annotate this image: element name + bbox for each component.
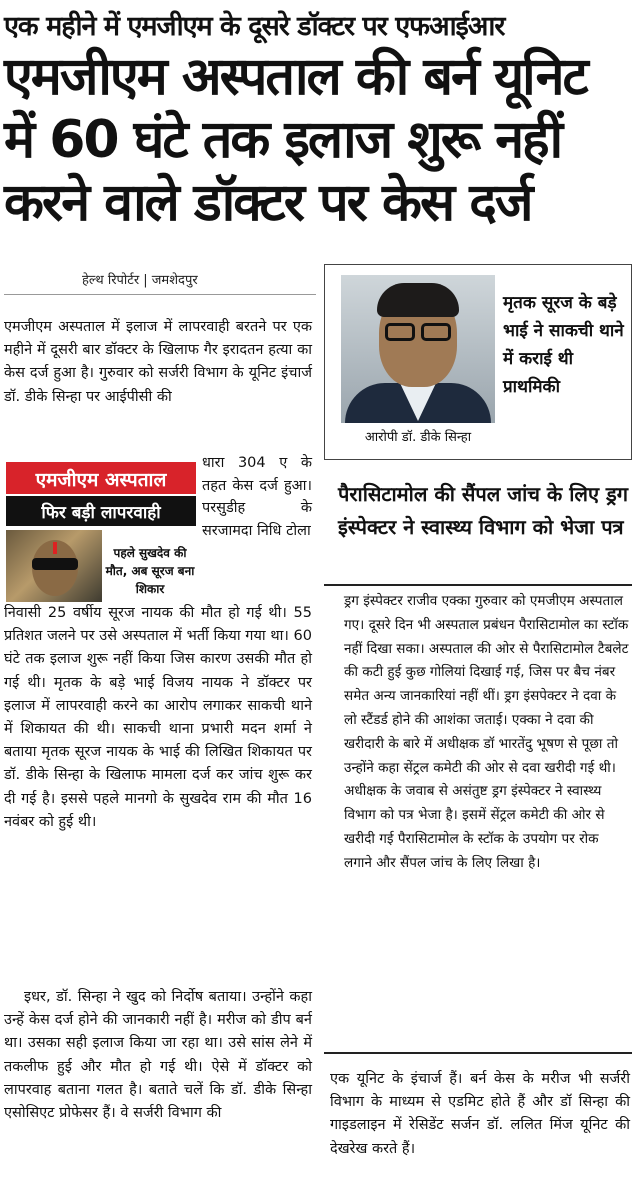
kicker-headline: एक महीने में एमजीएम के दूसरे डॉक्टर पर एफआईआर [4,11,505,42]
inset-box [6,462,196,604]
divider [4,294,316,295]
byline: हेल्थ रिपोर्टर | जमशेदपुर [82,273,198,288]
sunglasses-shape [32,558,78,570]
photo-caption: आरोपी डॉ. डीके सिन्हा [364,430,472,445]
side-story-text: ड्रग इंस्पेक्टर राजीव एक्का गुरुवार को एमजीएम अस्पताल गए। दूसरे दिन भी अस्पताल प्रबंधन पैरासिटामोल का स्टॉक नहीं दिखा सका। अस्पताल की ओर से पैरासिटामोल टैबलेट की कटी हुई कुछ गोलियां दिखाई गई, जिस पर बैच नंबर समेत अन्य जानकारियां नहीं थीं। ड्रग इंसपेक्टर ने दवा के लो स्टैंडर्ड होने की आशंका जताई। एक्का ने दवा की खरीदारी के बारे में अधीक्षक डॉ भारतेंदु भूषण से पूछा तो उन्होंने कहा सेंट्रल कमेटी की ओर से दवा खरीदी गई थी। अधीक्षक के जवाब से असंतुष्ट ड्रग इंस्पेक्टर ने स्वास्थ्य विभाग को पत्र भेजा है। इसमें सेंट्रल कमेटी की ओर से खरीदी गई पैरासिटामोल के स्टॉक के उपयोग पर रोक लगाने और सैंपल जांच के लिए लिखा है। [344,593,629,871]
body-wrap-column: धारा 304 ए के तहत केस दर्ज हुआ। परसुडीह के सरजामदा निधि टोला [202,455,312,539]
body-paragraph-1: एमजीएम अस्पताल में इलाज में लापरवाही बरतने पर एक महीने में दूसरी बार डॉक्टर के खिलाफ गैर इरादतन हत्या का केस दर्ज हुआ है। गुरुवार को सर्जरी विभाग के यूनिट इंचार्ज डॉ. डीके सिन्हा पर आईपीसी की [4,319,312,405]
body-paragraph-2: निवासी 25 वर्षीय सूरज नायक की मौत हो गई थी। 55 प्रतिशत जलने पर उसे अस्पताल में भर्ती किया गया था। 60 घंटे तक इलाज शुरू नहीं किया जिस कारण उसकी मौत हो गई थी। मृतक के बड़े भाई विजय नायक ने डॉक्टर पर इलाज में लापरवाही करने का आरोप लगाकर साकची थाने में शिकायत की थी। साकची थाना प्रभारी मदन शर्मा ने बताया मृतक सूरज नायक के भाई की लिखित शिकायत पर डॉ. डीके सिन्हा के खिलाफ मामला दर्ज कर जांच शुरू कर दी गई है। इससे पहले मानगो के सुखदेव राम की मौत 16 नवंबर को हुई थी। [4,605,312,830]
tilak-mark [53,542,57,554]
divider [324,584,632,586]
divider [324,1052,632,1054]
doctor-photo [341,275,495,423]
pull-quote: मृतक सूरज के बड़े भाई ने साकची थाने में कराई थी प्राथमिकी [503,293,624,397]
glasses-left [385,323,415,341]
inset-subtitle: फिर बड़ी लापरवाही [6,496,196,526]
body-paragraph-3: इधर, डॉ. सिन्हा ने खुद को निर्दोष बताया। उन्होंने कहा उन्हें केस दर्ज होने की जानकारी नहीं है। मरीज को डीप बर्न था। उसका सही इलाज किया जा रहा था। उसे सांस लेने में तकलीफ हुई और मौत हो गई थी। ऐसे में डॉक्टर को लापरवाह बताना गलत है। बताते चलें कि डॉ. डीके सिन्हा एसोसिएट प्रोफेसर हैं। वे सर्जरी विभाग की [4,989,312,1122]
glasses-right [421,323,451,341]
hair-shape [377,283,459,317]
body-paragraph-4: एक यूनिट के इंचार्ज हैं। बर्न केस के मरीज भी सर्जरी विभाग के माध्यम से एडमिट होते हैं और डॉ सिन्हा की गाइडलाइन में रेसिडेंट सर्जन डॉ. ललित मिंज यूनिट की देखरेख करते हैं। [330,1071,630,1157]
photo-quote-box [324,264,632,460]
main-headline: एमजीएम अस्पताल की बर्न यूनिट में 60 घंटे तक इलाज शुरू नहीं करने वाले डॉक्टर पर केस दर्ज [4,47,587,233]
side-story-headline: पैरासिटामोल की सैंपल जांच के लिए ड्रग इंस्पेक्टर ने स्वास्थ्य विभाग को भेजा पत्र [338,482,628,539]
inset-title: एमजीएम अस्पताल [6,462,196,494]
inset-caption: पहले सुखदेव की मौत, अब सूरज बना शिकार [105,546,195,596]
victim-photo [6,530,102,602]
